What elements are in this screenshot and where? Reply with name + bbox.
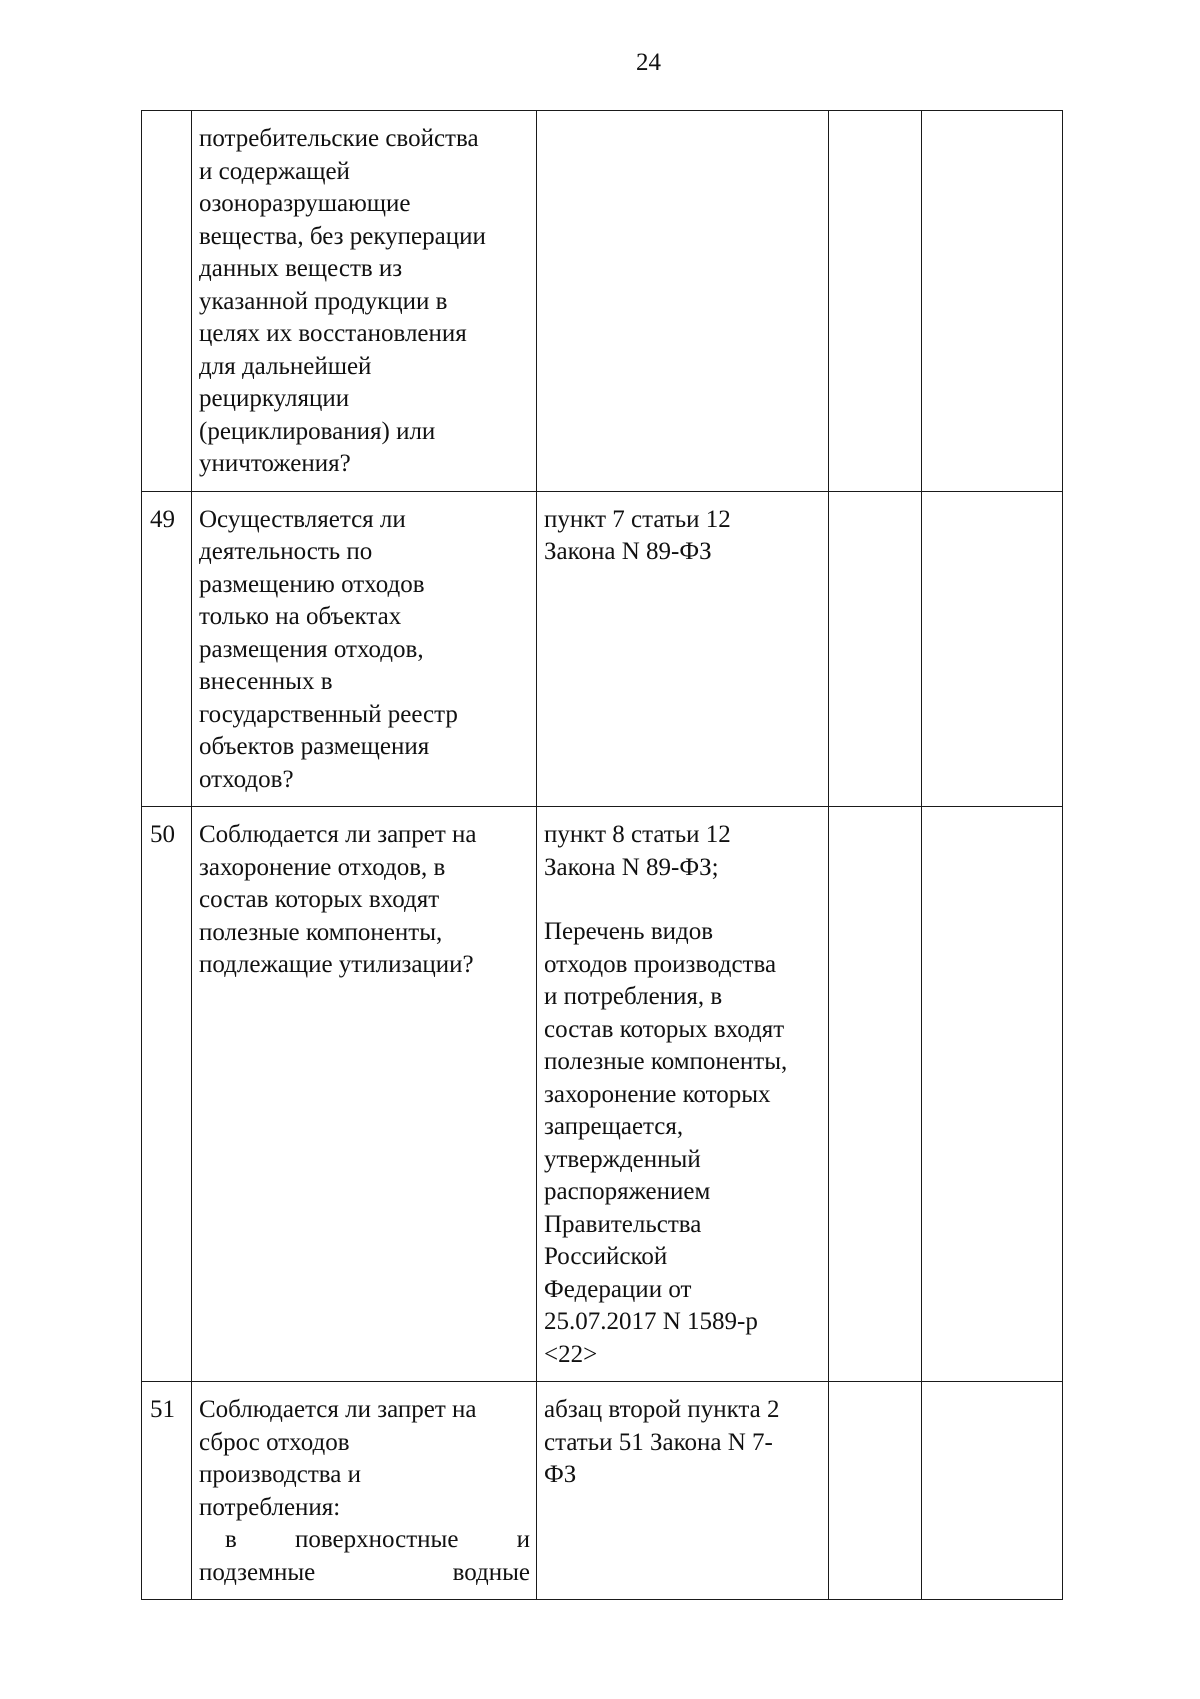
question-text: Осуществляется ли деятельность по размещению отходов только на объектах размещения отходов, внесенных в государственный реестр объектов размещения отходов? xyxy=(199,505,458,793)
question-cell xyxy=(192,491,537,807)
table-row xyxy=(142,491,1063,807)
note-cell xyxy=(922,491,1063,807)
answer-cell xyxy=(829,1382,922,1600)
question-text-continued: подземные водные xyxy=(199,1558,530,1586)
question-text-continued: в поверхностные и xyxy=(225,1526,530,1553)
answer-cell xyxy=(829,111,922,492)
question-cell xyxy=(192,1382,537,1600)
note-cell xyxy=(922,807,1063,1382)
question-cell xyxy=(192,111,537,492)
row-number-cell: 50 xyxy=(142,807,192,1382)
legal-basis-text: Перечень видов отходов производства и потребления, в состав которых входят полезные компоненты, захоронение которых запрещается, утвержденный распоряжением Правительства Российской Федерации от 25.07.2017 N 1589-р <22> xyxy=(544,918,788,1368)
legal-basis-cell xyxy=(537,491,829,807)
question-text: Соблюдается ли запрет на сброс отходов производства и потребления: xyxy=(199,1396,477,1521)
legal-basis-text: пункт 8 статьи 12 Закона N 89-ФЗ; xyxy=(544,821,731,881)
page-number: 24 xyxy=(636,49,661,76)
legal-basis-text: абзац второй пункта 2 статьи 51 Закона N 7- ФЗ xyxy=(544,1396,780,1488)
table-row xyxy=(142,111,1063,492)
legal-basis-cell xyxy=(537,1382,829,1600)
row-number-cell: 49 xyxy=(142,491,192,807)
legal-basis-text: пункт 7 статьи 12 Закона N 89-ФЗ xyxy=(544,505,731,565)
question-cell xyxy=(192,807,537,1382)
legal-basis-cell xyxy=(537,807,829,1382)
table-row xyxy=(142,1382,1063,1600)
row-number-cell xyxy=(142,111,192,492)
answer-cell xyxy=(829,807,922,1382)
legal-basis-cell xyxy=(537,111,829,492)
question-text: потребительские свойства и содержащей озоноразрушающие вещества, без рекуперации данных веществ из указанной продукции в целях их восстановления для дальнейшей рециркуляции (рециклирования) или уничтожения? xyxy=(199,125,486,477)
row-number-cell: 51 xyxy=(142,1382,192,1600)
inspection-checklist-table xyxy=(141,110,1063,1600)
note-cell xyxy=(922,111,1063,492)
answer-cell xyxy=(829,491,922,807)
note-cell xyxy=(922,1382,1063,1600)
question-text: Соблюдается ли запрет на захоронение отходов, в состав которых входят полезные компоненты, подлежащие утилизации? xyxy=(199,821,477,978)
table-row xyxy=(142,807,1063,1382)
